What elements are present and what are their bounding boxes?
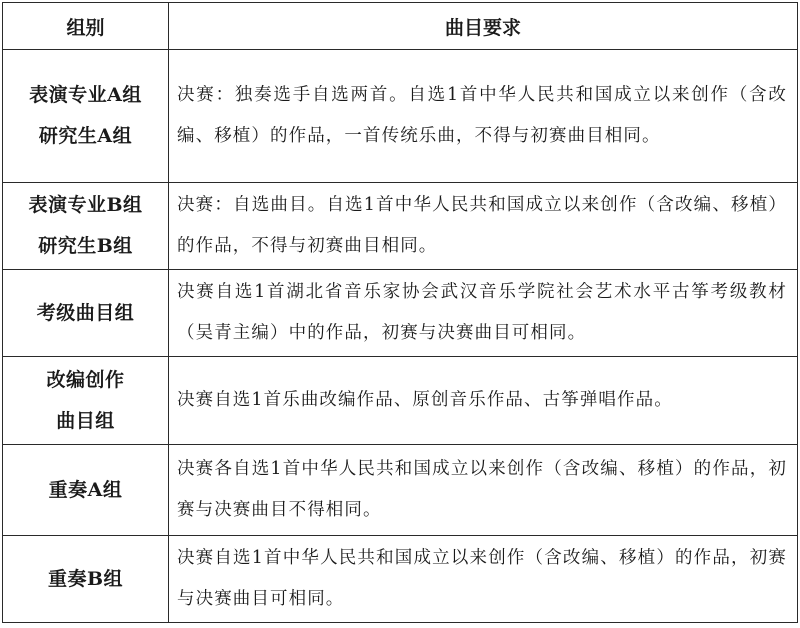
group-cell xyxy=(3,270,169,357)
requirement-cell: 决赛各自选1首中华人民共和国成立以来创作（含改编、移植）的作品，初赛与决赛曲目不得相同。 xyxy=(169,445,798,536)
competition-repertoire-table xyxy=(2,2,798,623)
group-name-line: 考级曲目组 xyxy=(36,301,135,324)
group-cell xyxy=(3,445,169,536)
group-name-line: 表演专业B组 xyxy=(28,194,143,216)
group-name-line: 研究生A组 xyxy=(38,125,133,147)
group-name-line: 曲目组 xyxy=(56,409,115,432)
group-name-line: 改编创作 xyxy=(46,368,125,391)
requirement-cell: 决赛自选1首中华人民共和国成立以来创作（含改编、移植）的作品，初赛与决赛曲目可相同。 xyxy=(169,536,798,623)
table-header-row xyxy=(3,3,798,50)
group-name-line: 重奏B组 xyxy=(47,567,124,590)
group-cell xyxy=(3,50,169,183)
table-row xyxy=(3,183,798,270)
table-row xyxy=(3,357,798,445)
group-name-line: 研究生B组 xyxy=(38,235,133,257)
group-name-line: 重奏A组 xyxy=(48,478,123,501)
requirement-cell: 决赛自选1首湖北省音乐家协会武汉音乐学院社会艺术水平古筝考级教材（吴青主编）中的作品，初赛与决赛曲目可相同。 xyxy=(169,270,798,357)
header-requirement: 曲目要求 xyxy=(169,3,798,50)
table-row xyxy=(3,445,798,536)
table-row xyxy=(3,536,798,623)
group-cell xyxy=(3,536,169,623)
table-row xyxy=(3,270,798,357)
requirement-cell: 决赛：自选曲目。自选1首中华人民共和国成立以来创作（含改编、移植）的作品，不得与初赛曲目相同。 xyxy=(169,183,798,270)
requirement-cell: 决赛：独奏选手自选两首。自选1首中华人民共和国成立以来创作（含改编、移植）的作品，一首传统乐曲，不得与初赛曲目相同。 xyxy=(169,50,798,183)
competition-repertoire-table-container xyxy=(2,2,797,623)
group-name-line: 表演专业A组 xyxy=(29,84,142,106)
requirement-cell: 决赛自选1首乐曲改编作品、原创音乐作品、古筝弹唱作品。 xyxy=(169,357,798,445)
group-cell xyxy=(3,357,169,445)
header-group: 组别 xyxy=(3,3,169,50)
table-row xyxy=(3,50,798,183)
group-cell xyxy=(3,183,169,270)
